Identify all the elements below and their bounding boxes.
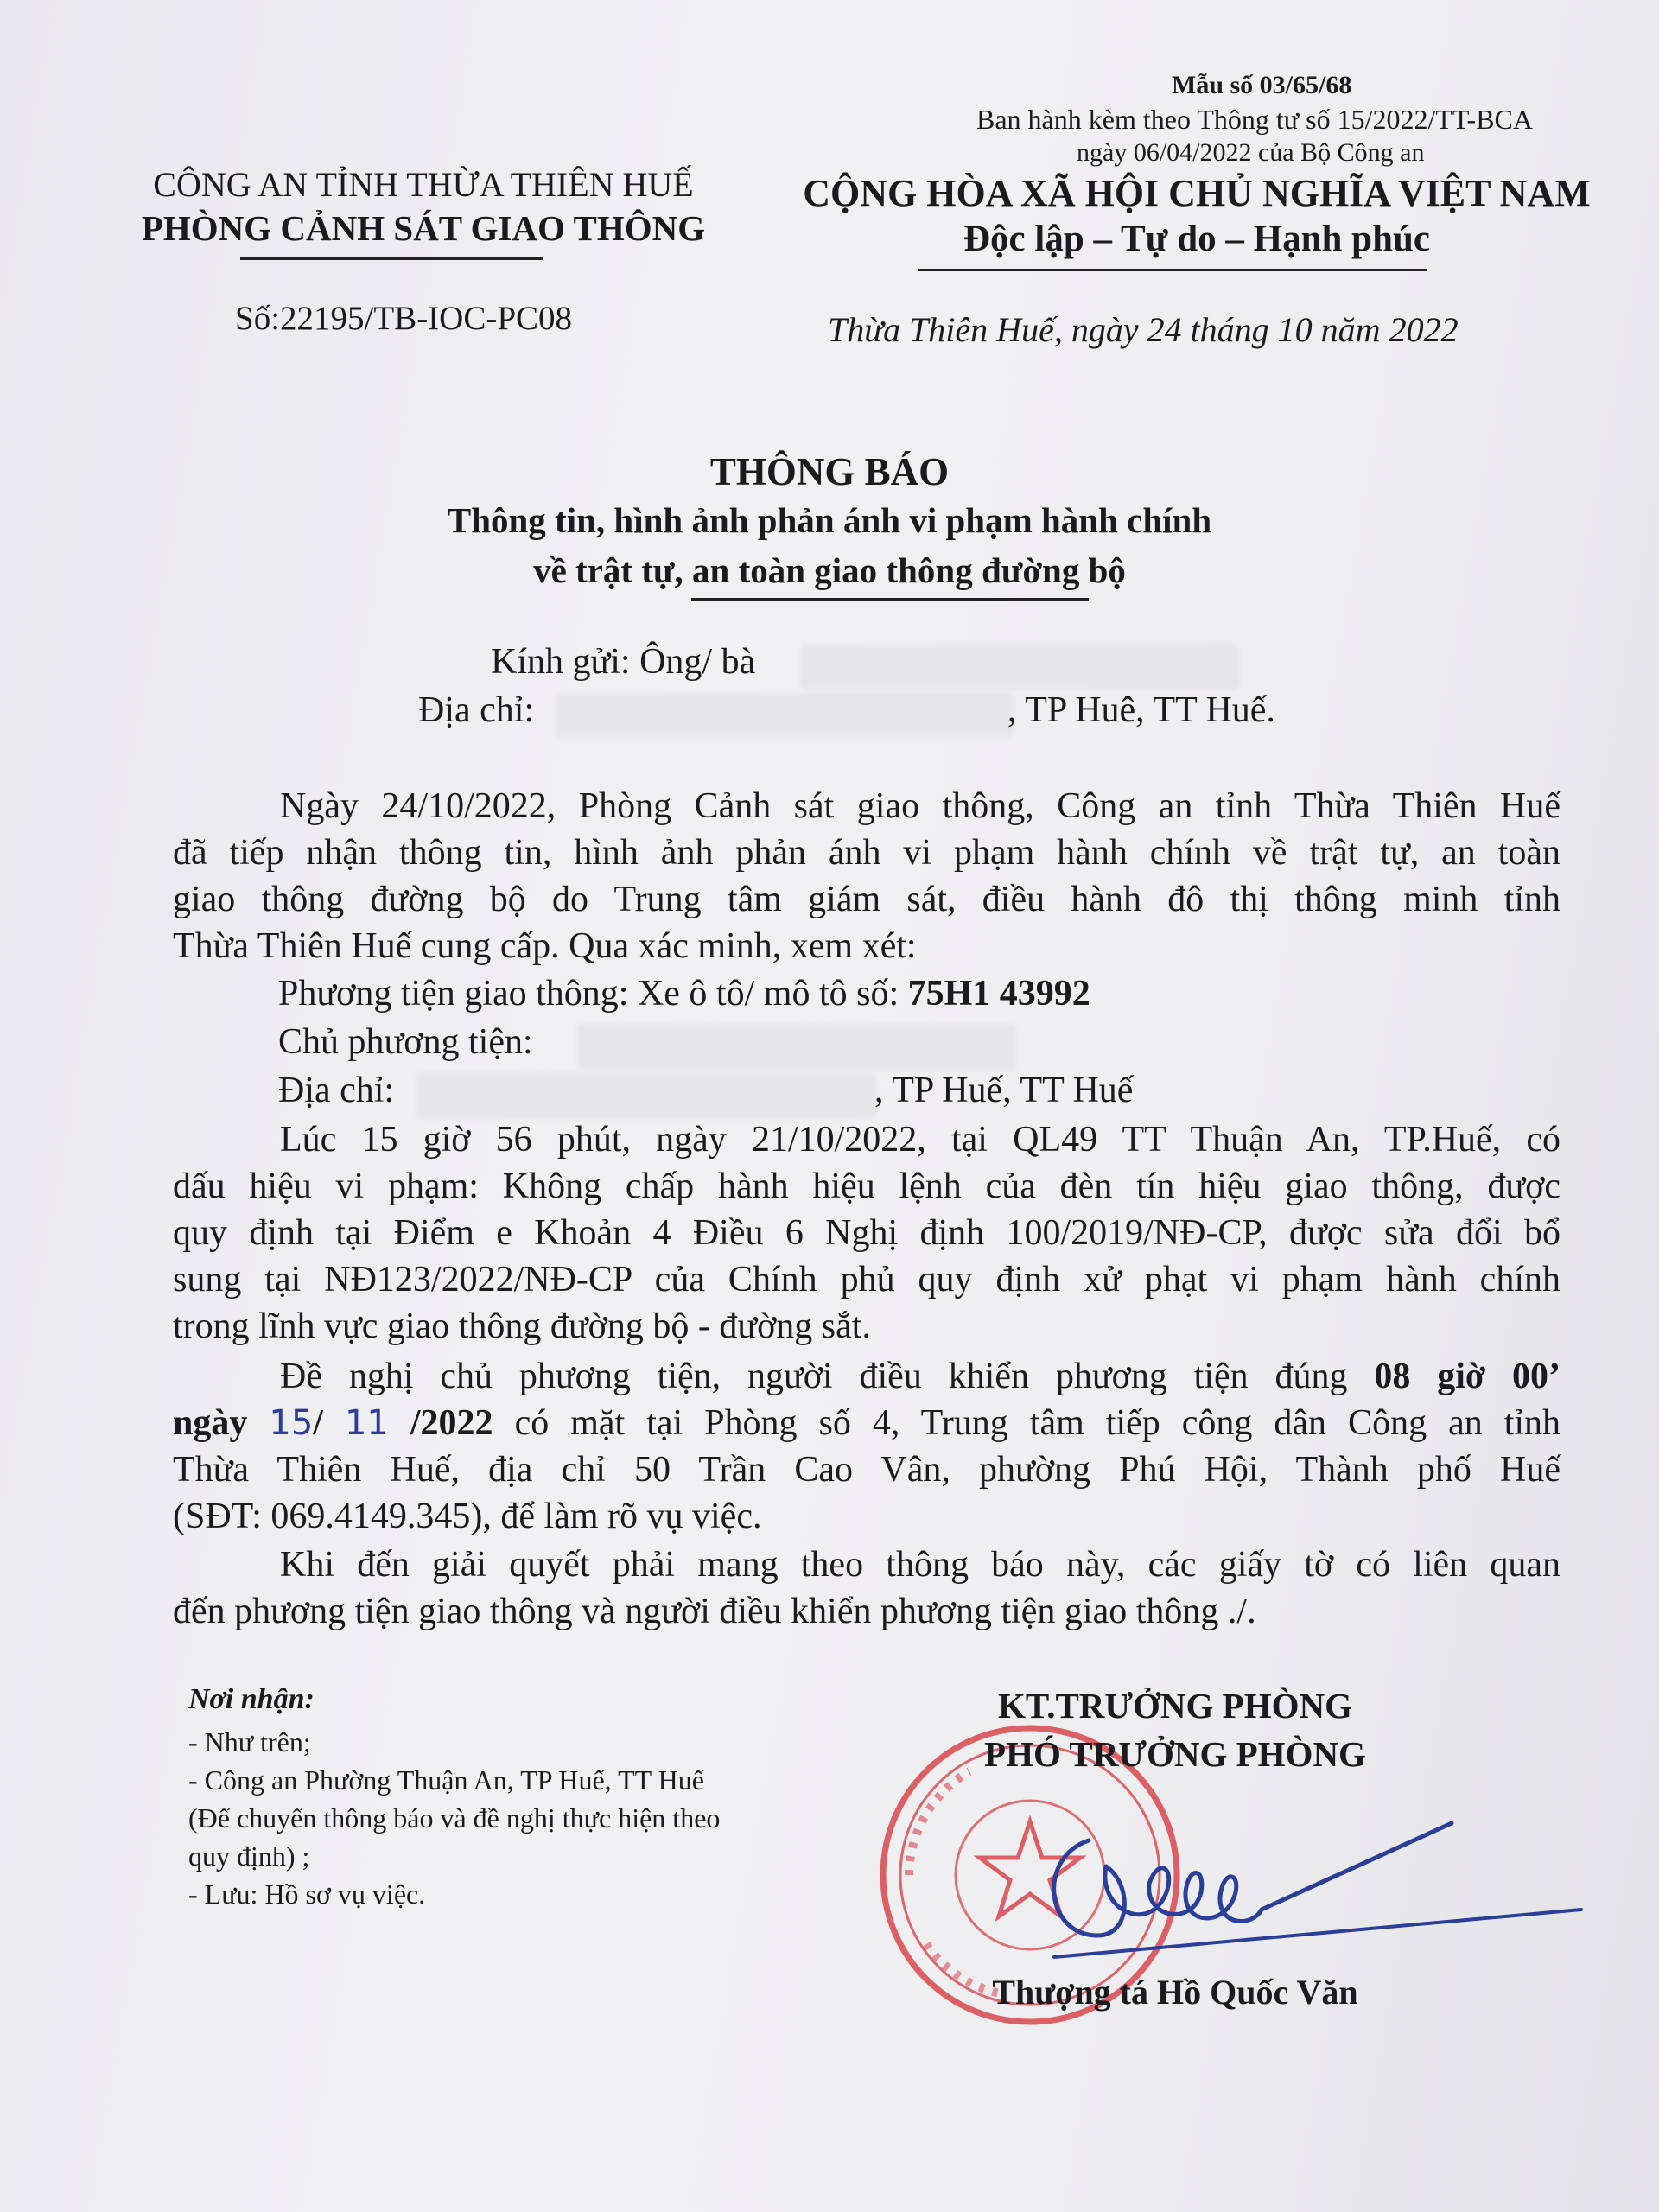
appointment-day-label: ngày [173, 1403, 248, 1443]
agency-name: PHÒNG CẢNH SÁT GIAO THÔNG [141, 208, 706, 248]
notice-subtitle-2: về trật tự, an toàn giao thông đường bộ [533, 550, 1126, 590]
body-line [173, 1353, 1560, 1400]
recipient-address-label: Địa chỉ: [418, 690, 535, 730]
body-line: đã tiếp nhận thông tin, hình ảnh phản ánh vi phạm hành chính về trật tự, an toàn [173, 833, 1560, 873]
body-line: quy định tại Điểm e Khoản 4 Điều 6 Nghị định 100/2019/NĐ-CP, được sửa đổi bổ [173, 1213, 1560, 1253]
handwritten-day: 15 [269, 1403, 314, 1443]
body-paragraph-2 [173, 1116, 1560, 1350]
redacted-owner-address [420, 1077, 873, 1115]
vehicle-label-text: Phương tiện giao thông: Xe ô tô/ mô tô số: [278, 974, 899, 1014]
body-line: trong lĩnh vực giao thông đường bộ - đường sắt. [173, 1306, 871, 1346]
appointment-year: /2022 [410, 1403, 493, 1443]
recipients-list [188, 1723, 720, 1913]
form-number: Mẫu số 03/65/68 [1172, 71, 1352, 99]
vehicle-plate: 75H1 43992 [907, 974, 1090, 1014]
form-issued-date: ngày 06/04/2022 của Bộ Công an [1077, 138, 1425, 167]
recipient-address-tail: , TP Huê, TT Huế. [1007, 690, 1275, 730]
signature-role-1: KT.TRƯỞNG PHÒNG [998, 1686, 1352, 1726]
recipient-item: - Như trên; [188, 1726, 311, 1758]
motto-underline [918, 269, 1427, 271]
body-text: có mặt tại Phòng số 4, Trung tâm tiếp công dân Công an tỉnh [514, 1403, 1561, 1443]
recipient-item: quy định) ; [188, 1840, 310, 1872]
body-text: Đề nghị chủ phương tiện, người điều khiển phương tiện đúng [280, 1357, 1348, 1396]
recipient-item: (Để chuyển thông báo và đề nghị thực hiện theo [188, 1802, 721, 1834]
recipient-item: - Công an Phường Thuận An, TP Huế, TT Huế [188, 1764, 704, 1796]
body-line: Thừa Thiên Huế cung cấp. Qua xác minh, xem xét: [173, 926, 917, 966]
place-date: Thừa Thiên Huế, ngày 24 tháng 10 năm 2022 [828, 310, 1459, 349]
body-line: Ngày 24/10/2022, Phòng Cảnh sát giao thông, Công an tỉnh Thừa Thiên Huế [280, 786, 1560, 826]
salutation: Kính gửi: Ông/ bà [491, 642, 756, 682]
recipient-item: - Lưu: Hồ sơ vụ việc. [188, 1878, 426, 1910]
country-name: CỘNG HÒA XÃ HỘI CHỦ NGHĨA VIỆT NAM [803, 172, 1591, 214]
owner-address-label: Địa chỉ: [278, 1071, 395, 1110]
owner-label: Chủ phương tiện: [278, 1022, 533, 1062]
vehicle-label [278, 973, 1090, 1014]
handwritten-signature [1020, 1806, 1590, 1979]
title-underline [691, 598, 1089, 601]
notice-subtitle-1: Thông tin, hình ảnh phản ánh vi phạm hành chính [447, 500, 1212, 540]
redacted-owner [581, 1028, 1013, 1066]
document-number: Số:22195/TB-IOC-PC08 [235, 300, 573, 337]
body-line: (SĐT: 069.4149.345), để làm rõ vụ việc. [173, 1497, 762, 1536]
body-line: đến phương tiện giao thông và người điều khiển phương tiện giao thông ./. [173, 1592, 1256, 1631]
body-line: Thừa Thiên Huế, địa chỉ 50 Trần Cao Vân, phường Phú Hội, Thành phố Huế [173, 1450, 1560, 1490]
body-line: giao thông đường bộ do Trung tâm giám sát, điều hành đô thị thông minh tỉnh [173, 880, 1560, 919]
handwritten-month: 11 [344, 1403, 389, 1443]
owner-address-tail: , TP Huế, TT Huế [874, 1071, 1134, 1110]
body-paragraph-3 [173, 1353, 1560, 1540]
body-line: sung tại NĐ123/2022/NĐ-CP của Chính phủ quy định xử phạt vi phạm hành chính [173, 1260, 1560, 1300]
body-paragraph-1 [173, 783, 1560, 969]
signature-role-2: PHÓ TRƯỞNG PHÒNG [984, 1734, 1366, 1774]
body-paragraph-4 [173, 1541, 1560, 1635]
agency-underline [240, 257, 543, 260]
recipients-title: Nơi nhận: [188, 1683, 315, 1715]
appointment-time: 08 giờ 00’ [1374, 1357, 1560, 1396]
body-line: Lúc 15 giờ 56 phút, ngày 21/10/2022, tại QL49 TT Thuận An, TP.Huế, có [280, 1120, 1560, 1160]
notice-title: THÔNG BÁO [709, 450, 950, 493]
form-issued-with: Ban hành kèm theo Thông tư số 15/2022/TT-BCA [976, 104, 1533, 135]
body-line: Khi đến giải quyết phải mang theo thông báo này, các giấy tờ có liên quan [280, 1545, 1560, 1585]
redacted-name [804, 648, 1236, 686]
signer-name: Thượng tá Hồ Quốc Văn [992, 1973, 1358, 2012]
redacted-address [560, 696, 1009, 734]
national-motto: Độc lập – Tự do – Hạnh phúc [963, 219, 1430, 259]
agency-parent: CÔNG AN TỈNH THỪA THIÊN HUẾ [153, 165, 694, 204]
body-line: dấu hiệu vi phạm: Không chấp hành hiệu lệnh của đèn tín hiệu giao thông, được [173, 1166, 1560, 1206]
body-line: ngày 15/ 11 /2022 có mặt tại Phòng số 4, Trung tâm tiếp công dân Công an tỉnh [173, 1403, 1561, 1443]
